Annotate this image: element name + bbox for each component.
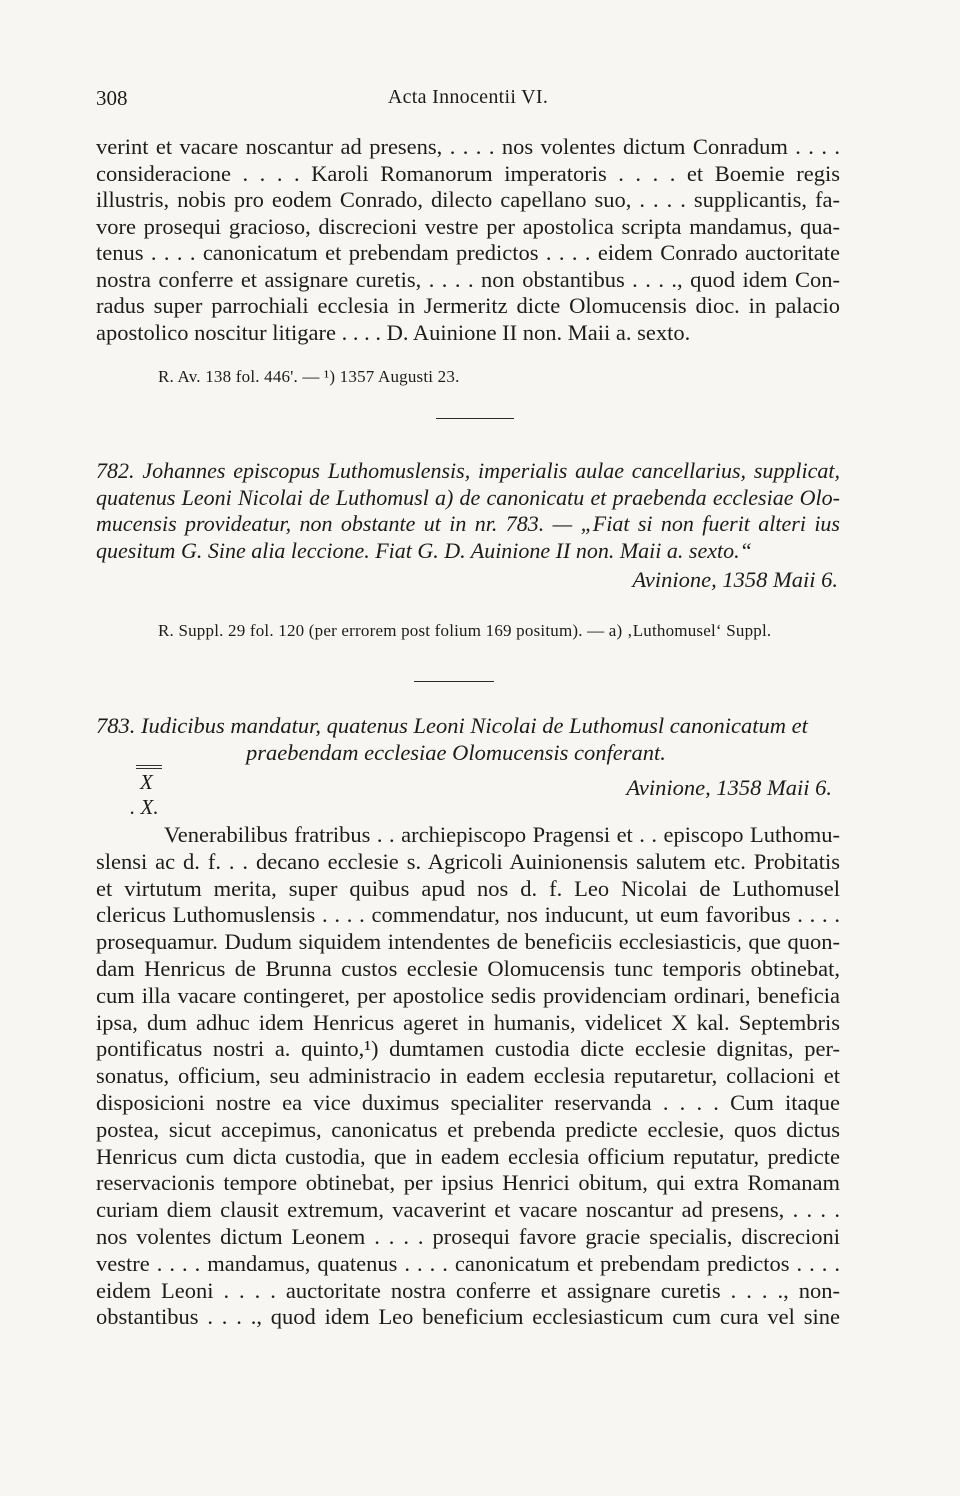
text-line: clericus Luthomuslensis . . . . commendatur, nos inducunt, ut eum favoribus . . . . (96, 902, 840, 928)
entry-number: 782. (96, 458, 135, 483)
text-line: consideracione . . . . Karoli Romanorum imperatoris . . . . et Boemie regis (96, 160, 840, 186)
page-number: 308 (96, 86, 128, 110)
entry-783-body (96, 822, 840, 1331)
margin-mark: X (140, 770, 153, 794)
text-line: Venerabilibus fratribus . . archiepiscopo Pragensi et . . episcopo Luthomu- (164, 822, 840, 847)
source-reference: R. Suppl. 29 fol. 120 (per errorem post folium 169 positum). — a) ‚Luthomusel‘ Suppl. (158, 621, 772, 640)
text-line: et virtutum merita, super quibus apud nos d. f. Leo Nicolai de Luthomusel (96, 875, 840, 901)
text-line: verint et vacare noscantur ad presens, . . . . nos volentes dictum Conradum . . . . (96, 134, 840, 159)
dateline: Avinione, 1358 Maii 6. (632, 567, 838, 592)
regest-line: mucensis provideatur, non obstante ut in nr. 783. — „Fiat si non fuerit alteri ius (96, 511, 840, 536)
text-line: ipsa, dum adhuc idem Henricus ageret in humanis, videlicet X kal. Septembris (96, 1009, 840, 1035)
entry-783-title (96, 713, 840, 739)
regest-text: Johannes episcopus Luthomuslensis, imperialis aulae cancellarius, supplicat, (142, 458, 840, 483)
regest-line (96, 458, 840, 485)
text-line: dam Henricus de Brunna custos ecclesie Olomucensis tunc temporis obtinebat, (96, 955, 840, 981)
running-title: Acta Innocentii VI. (387, 86, 549, 108)
source-reference: R. Av. 138 fol. 446'. — ¹) 1357 Augusti 23. (158, 367, 460, 386)
text-line: apostolico noscitur litigare . . . . D. Auinione II non. Maii a. sexto. (96, 319, 691, 345)
text-line: slensi ac d. f. . . decano ecclesie s. Agricoli Auinionensis salutem etc. Probitatis (96, 848, 840, 874)
regest-line: praebendam ecclesiae Olomucensis conferant. (246, 740, 666, 765)
dateline: Avinione, 1358 Maii 6. (626, 775, 832, 800)
text-line: reservacionis tempore obtinebat, per ipsius Henrici obitum, qui extra Romanam (96, 1170, 840, 1196)
regest-line: quesitum G. Sine alia leccione. Fiat G. D. Auinione II non. Maii a. sexto.“ (96, 537, 752, 563)
text-line: obstantibus . . . ., quod idem Leo beneficium ecclesiasticum cum cura vel sine (96, 1304, 840, 1330)
entry-number: 783. (96, 713, 136, 738)
text-line: Henricus cum dicta custodia, que in eadem ecclesia officium reputatur, predicte (96, 1143, 840, 1169)
continued-text (96, 134, 840, 346)
section-divider (414, 681, 494, 682)
text-line: sonatus, officium, seu administracio in eadem ecclesia reputaretur, collacioni et (96, 1063, 840, 1089)
text-line: postea, sicut accepimus, canonicatus et prebenda predicte ecclesie, quos dictus (96, 1116, 840, 1142)
text-line: radus super parrochiali ecclesia in Jermeritz dicte Olomucensis dioc. in palacio (96, 293, 840, 318)
text-line: curiam diem clausit extremum, vacaverint et vacare noscantur ad presens, . . . . (96, 1197, 840, 1223)
text-line: disposicioni nostre ea vice duximus specialiter reservanda . . . . Cum itaque (96, 1089, 840, 1115)
regest-text: Iudicibus mandatur, quatenus Leoni Nicolai de Luthomusl canonicatum et (141, 713, 808, 738)
entry-782-regest (96, 458, 840, 564)
text-line: vore prosequi gracioso, discrecioni vestre per apostolica scripta mandamus, qua- (96, 213, 840, 239)
margin-mark: . X. (130, 795, 159, 819)
regest-line: quatenus Leoni Nicolai de Luthomusl a) de canonicatu et praebenda ecclesiae Olo- (96, 484, 840, 510)
text-line: pontificatus nostri a. quinto,¹) dumtamen custodia dicte ecclesie dignitas, per- (96, 1036, 840, 1062)
page-header (96, 86, 840, 116)
text-line: prosequamur. Dudum siquidem intendentes de beneficiis ecclesiasticis, que quon- (96, 929, 840, 955)
text-line: illustris, nobis pro eodem Conrado, dilecto capellano suo, . . . . supplicantis, fa- (96, 187, 840, 212)
text-line: vestre . . . . mandamus, quatenus . . . . canonicatum et prebendam predictos . . . . (96, 1250, 840, 1276)
margin-rule (136, 765, 162, 769)
text-line: eidem Leoni . . . . auctoritate nostra conferre et assignare curetis . . . ., non- (96, 1277, 840, 1303)
section-divider (436, 418, 514, 419)
text-line: nostra conferre et assignare curetis, . . . . non obstantibus . . . ., quod idem Con- (96, 266, 840, 292)
text-line: cum illa vacare contingeret, per apostolice sedis providenciam ordinari, beneficia (96, 982, 840, 1008)
text-line: nos volentes dictum Leonem . . . . prosequi favore gracie specialis, discrecioni (96, 1223, 840, 1249)
text-line: tenus . . . . canonicatum et prebendam predictos . . . . eidem Conrado auctoritate (96, 240, 840, 265)
